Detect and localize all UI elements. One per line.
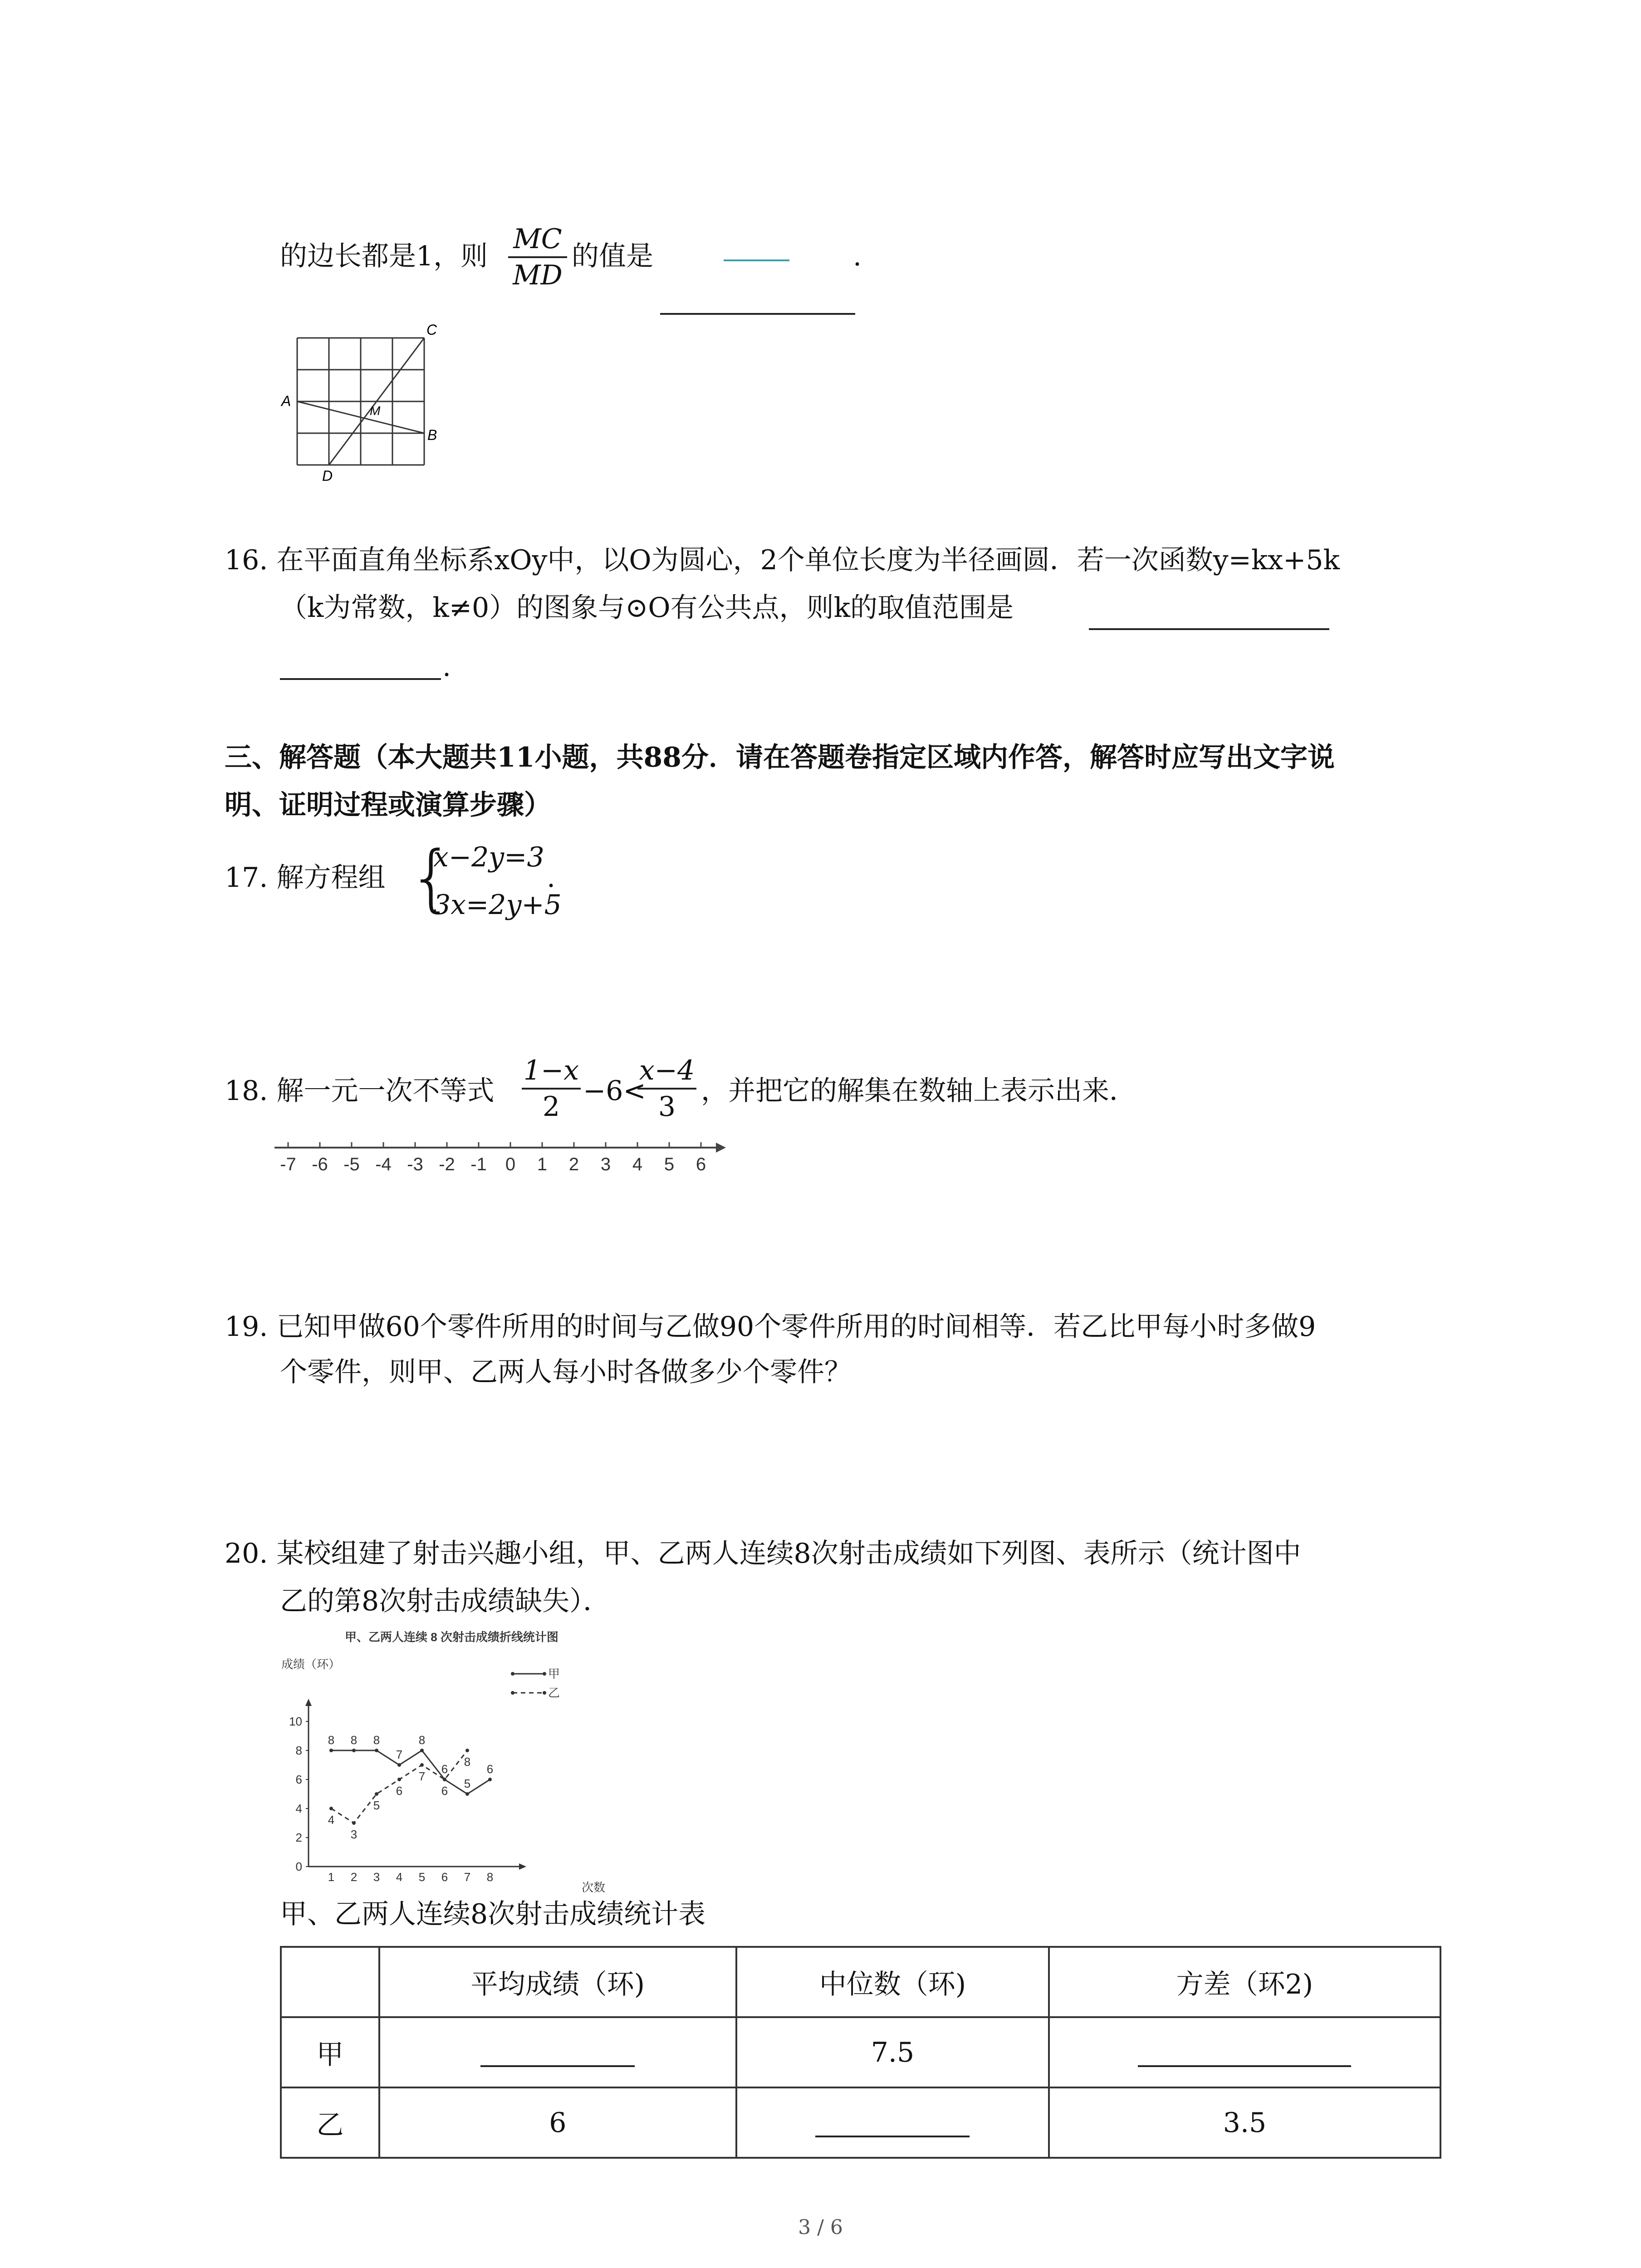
data-point bbox=[352, 1749, 356, 1752]
fraction-1 bbox=[522, 1055, 581, 1123]
table-row bbox=[281, 2017, 1440, 2087]
axis-tick-label: -7 bbox=[280, 1154, 296, 1174]
y-axis-arrow bbox=[305, 1699, 312, 1706]
axis-tick-label: -3 bbox=[407, 1154, 423, 1174]
axis-tick-label: -4 bbox=[375, 1154, 392, 1174]
q15-period: . bbox=[853, 240, 862, 272]
x-tick-label: 2 bbox=[350, 1870, 358, 1884]
table-cell-blank[interactable] bbox=[736, 2087, 1049, 2158]
data-label: 8 bbox=[464, 1755, 471, 1769]
q16-period: . bbox=[442, 651, 451, 683]
table-cell: 3.5 bbox=[1049, 2087, 1440, 2158]
data-point bbox=[488, 1778, 492, 1781]
y-tick-label: 0 bbox=[295, 1860, 302, 1873]
chart-title: 甲、乙两人连续 8 次射击成绩折线统计图 bbox=[345, 1630, 558, 1644]
label-a: A bbox=[281, 393, 291, 409]
equation-2: 3x=2y+5 bbox=[433, 889, 562, 921]
section-heading: 三、解答题（本大题共11小题，共88分．请在答题卷指定区域内作答，解答时应写出文字说 bbox=[225, 742, 1335, 773]
x-tick-label: 3 bbox=[373, 1870, 380, 1884]
x-tick-label: 5 bbox=[418, 1870, 426, 1884]
q19-line2: 个零件，则甲、乙两人每小时各做多少个零件？ bbox=[280, 1356, 852, 1388]
brace-icon: { bbox=[408, 835, 455, 920]
data-point bbox=[420, 1749, 424, 1752]
fraction-numerator: MC bbox=[513, 223, 562, 255]
fraction-denominator: 2 bbox=[542, 1091, 560, 1123]
x-axis-label: 次数 bbox=[582, 1881, 606, 1894]
legend-swatch-dot bbox=[543, 1672, 546, 1676]
q18-prefix: 18. 解一元一次不等式 bbox=[225, 1075, 495, 1107]
data-label: 6 bbox=[486, 1762, 494, 1776]
x-tick-label: 8 bbox=[486, 1870, 494, 1884]
chart-axes bbox=[289, 1699, 526, 1884]
legend-label: 乙 bbox=[548, 1686, 560, 1700]
data-label: 6 bbox=[441, 1784, 448, 1798]
answer-blank[interactable] bbox=[660, 313, 855, 315]
row-name: 甲 bbox=[281, 2017, 379, 2087]
score-table bbox=[280, 1946, 1441, 2159]
table-caption: 甲、乙两人连续8次射击成绩统计表 bbox=[280, 1898, 706, 1930]
fraction-numerator: x−4 bbox=[639, 1055, 695, 1086]
fraction-denominator: 3 bbox=[658, 1091, 676, 1123]
q18-mid: −6< bbox=[583, 1075, 646, 1107]
x-tick-label: 7 bbox=[464, 1870, 471, 1884]
q15-fraction bbox=[508, 225, 567, 289]
answer-blank[interactable] bbox=[1089, 628, 1329, 630]
axis-tick-label: -6 bbox=[312, 1154, 328, 1174]
legend-label: 甲 bbox=[548, 1667, 560, 1681]
data-label: 8 bbox=[328, 1733, 335, 1747]
table-header-row bbox=[281, 1947, 1440, 2017]
axis-tick-label: -2 bbox=[439, 1154, 455, 1174]
data-label: 7 bbox=[418, 1769, 426, 1783]
table-cell-blank[interactable] bbox=[1049, 2017, 1440, 2087]
legend-swatch-dot bbox=[511, 1691, 514, 1695]
y-tick-label: 8 bbox=[295, 1744, 302, 1757]
data-point bbox=[465, 1749, 469, 1752]
axis-tick-label: 0 bbox=[505, 1154, 516, 1174]
arrow-icon bbox=[716, 1143, 726, 1153]
axis-tick-label: -5 bbox=[343, 1154, 360, 1174]
label-b: B bbox=[427, 427, 437, 443]
fraction-bar bbox=[522, 1088, 581, 1090]
data-label: 8 bbox=[373, 1733, 380, 1747]
line-chart bbox=[277, 1628, 622, 1901]
data-label: 8 bbox=[418, 1733, 426, 1747]
fraction-bar bbox=[508, 256, 567, 258]
table-header-cell: 中位数（环) bbox=[736, 1947, 1049, 2017]
y-tick-label: 2 bbox=[295, 1831, 302, 1844]
data-point bbox=[375, 1749, 378, 1752]
fraction-2 bbox=[637, 1055, 696, 1123]
table-cell: 6 bbox=[379, 2087, 736, 2158]
axis-tick-label: 3 bbox=[600, 1154, 611, 1174]
data-label: 5 bbox=[373, 1799, 380, 1812]
axis-tick-label: 4 bbox=[632, 1154, 643, 1174]
data-label: 6 bbox=[396, 1784, 403, 1798]
section-heading-cont: 明、证明过程或演算步骤） bbox=[225, 789, 551, 821]
chart-series bbox=[328, 1733, 493, 1841]
answer-mark bbox=[724, 259, 789, 261]
data-point bbox=[420, 1763, 424, 1767]
row-name: 乙 bbox=[281, 2087, 379, 2158]
axis-tick-label: -1 bbox=[470, 1154, 487, 1174]
grid-lines bbox=[297, 338, 424, 465]
axis-tick-label: 2 bbox=[568, 1154, 579, 1174]
data-point bbox=[465, 1792, 469, 1796]
data-label: 6 bbox=[441, 1762, 448, 1776]
x-tick-label: 6 bbox=[441, 1870, 448, 1884]
data-label: 7 bbox=[396, 1748, 403, 1761]
number-line bbox=[272, 1134, 735, 1184]
axis-tick-label: 1 bbox=[537, 1154, 548, 1174]
table-header-cell: 方差（环2) bbox=[1049, 1947, 1440, 2017]
q17-prefix: 17. 解方程组 bbox=[225, 862, 386, 894]
data-point bbox=[397, 1778, 401, 1781]
q16-line1: 16. 在平面直角坐标系xOy中，以O为圆心，2个单位长度为半径画圆．若一次函数y=kx+5k bbox=[225, 544, 1340, 576]
data-point bbox=[375, 1792, 378, 1796]
table-header-cell: 平均成绩（环) bbox=[379, 1947, 736, 2017]
q16-line2: （k为常数，k≠0）的图象与⊙O有公共点，则k的取值范围是 bbox=[280, 592, 1014, 624]
grid-figure bbox=[277, 318, 454, 485]
table-cell-blank[interactable] bbox=[379, 2017, 736, 2087]
legend-swatch-dot bbox=[543, 1691, 546, 1695]
data-label: 3 bbox=[350, 1828, 358, 1841]
y-axis-label: 成绩（环） bbox=[281, 1657, 341, 1671]
x-tick-label: 1 bbox=[328, 1870, 335, 1884]
table-row bbox=[281, 2087, 1440, 2158]
label-m: M bbox=[370, 404, 381, 418]
x-tick-label: 4 bbox=[396, 1870, 403, 1884]
data-point bbox=[443, 1778, 446, 1781]
fraction-bar bbox=[637, 1088, 696, 1090]
q17-period: . bbox=[547, 862, 556, 894]
equation-1: x−2y=3 bbox=[433, 841, 544, 873]
q20-line2: 乙的第8次射击成绩缺失）． bbox=[280, 1585, 611, 1617]
answer-blank[interactable] bbox=[280, 678, 441, 680]
y-tick-label: 10 bbox=[289, 1715, 302, 1728]
q19-line1: 19. 已知甲做60个零件所用的时间与乙做90个零件所用的时间相等．若乙比甲每小时多做9 bbox=[225, 1311, 1316, 1343]
axis-tick-label: 5 bbox=[664, 1154, 675, 1174]
legend bbox=[511, 1667, 560, 1700]
data-point bbox=[352, 1821, 356, 1825]
q20-line1: 20. 某校组建了射击兴趣小组，甲、乙两人连续8次射击成绩如下列图、表所示（统计图中 bbox=[225, 1538, 1301, 1569]
table-header-cell bbox=[281, 1947, 379, 2017]
q15-prefix: 的边长都是1，则 bbox=[280, 240, 488, 272]
data-label: 5 bbox=[464, 1777, 471, 1790]
fraction-numerator: 1−x bbox=[523, 1055, 579, 1086]
q15-suffix: 的值是 bbox=[572, 240, 653, 272]
legend-swatch-dot bbox=[511, 1672, 514, 1676]
x-axis-arrow bbox=[519, 1863, 526, 1870]
label-d: D bbox=[322, 468, 333, 484]
q18-suffix: ，并把它的解集在数轴上表示出来． bbox=[701, 1075, 1136, 1107]
axis-tick-label: 6 bbox=[696, 1154, 706, 1174]
page-number: 3 / 6 bbox=[798, 2216, 843, 2239]
data-point bbox=[397, 1763, 401, 1767]
table-cell: 7.5 bbox=[736, 2017, 1049, 2087]
label-c: C bbox=[426, 322, 437, 338]
y-tick-label: 4 bbox=[295, 1802, 302, 1815]
data-label: 4 bbox=[328, 1813, 335, 1827]
data-point bbox=[329, 1807, 333, 1810]
data-label: 8 bbox=[350, 1733, 358, 1747]
y-tick-label: 6 bbox=[295, 1773, 302, 1786]
data-point bbox=[329, 1749, 333, 1752]
fraction-denominator: MD bbox=[513, 259, 563, 291]
